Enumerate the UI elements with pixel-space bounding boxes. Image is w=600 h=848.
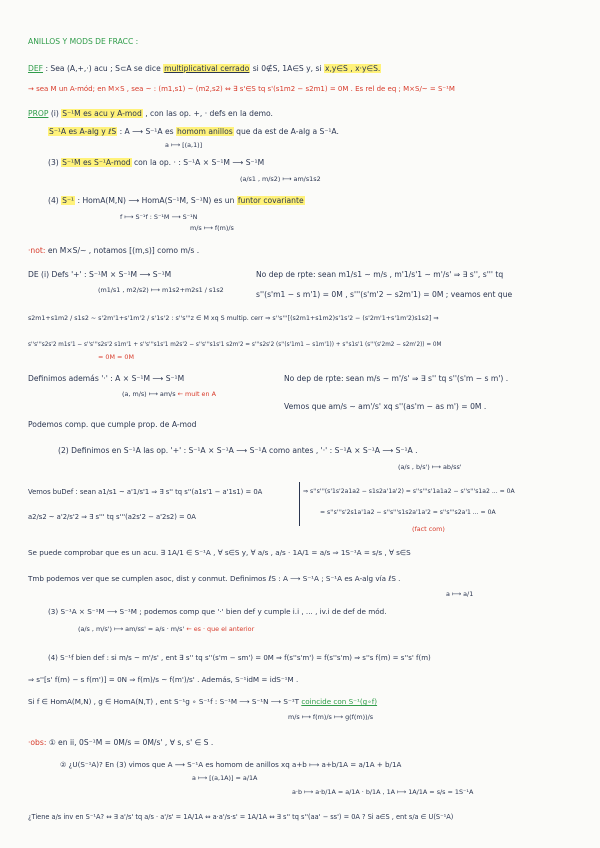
highlight-multiplicative: multiplicatival cerrado xyxy=(164,64,250,73)
proof-line-15: (4) S⁻¹f bien def : si m/s ~ m'/s' , ent ∃ s'' tq s''(s'm − sm') = 0M ⇒ f(s''s'm') = f(s''s'm) ⇒ s''s f(m) = s''s' f(m) xyxy=(48,654,431,662)
prop-iii-map: (a/s1 , m/s2) ⟼ am/s1s2 xyxy=(240,175,321,183)
obs-1: ·obs: ① en ii, 0S⁻¹M = 0M/s = 0M/s' , ∀ s, s' ∈ S . xyxy=(28,738,214,747)
proof-line-13: Tmb podemos ver que se cumplen asoc, dist y conmut. Definimos ℓS : A ⟶ S⁻¹A ; S⁻¹A es A-alg vía ℓS . xyxy=(28,574,401,583)
proof-line-13-map: a ⟼ a/1 xyxy=(446,590,474,598)
def-label: DEF xyxy=(28,64,44,73)
proof-line-4: s''s'''s2s'2 m1s'1 − s''s'''s2s'2 s1m'1 + s''s'''s1s'1 m2s'2 − s''s'''s1s'1 s2m'2 = s'''s2s'2 (s''(s'1m1 − s1m'1)) + s''s1s'1 (s'''(s'2m2 − s2m'2)) = 0M xyxy=(28,342,442,348)
proof-line-16: ⇒ s''[s' f(m) − s f(m')] = 0N ⇒ f(m)/s ~ f(m')/s' . Además, S⁻¹idM = idS⁻¹M . xyxy=(28,675,299,684)
prop-ii-map: a ⟼ [(a,1)] xyxy=(165,141,203,149)
obs-2-b: a·b ⟼ a·b/1A = a/1A · b/1A , 1A ⟼ 1A/1A = s/s = 1S⁻¹A xyxy=(292,788,474,796)
prop-i: PROP (i) S⁻¹M es acu y A-mod , con las op. +, · defs en la demo. xyxy=(28,109,273,118)
proof-line-2-right: s''(s'm1 − s m'1) = 0M , s'''(s'm'2 − s2m'1) = 0M ; veamos ent que xyxy=(256,290,513,299)
prop-iv: (4) S⁻¹ : HomA(M,N) ⟶ HomA(S⁻¹M, S⁻¹N) es un funtor covariante xyxy=(48,196,304,205)
proof-line-10-right: ⇒ s''s'''(s'1s'2a1a2 − s1s2a'1a'2) = s''s'''s'1a1a2 − s''s'''s1a2 ... = 0A xyxy=(303,488,515,495)
prop-iii: (3) S⁻¹M es S⁻¹A-mod con la op. · : S⁻¹A × S⁻¹M ⟶ S⁻¹M xyxy=(48,158,265,167)
proof-line-9-map: (a/s , b/s') ⟼ ab/ss' xyxy=(398,463,462,471)
proof-line-3: s2m1+s1m2 / s1s2 ~ s'2m'1+s'1m'2 / s'1s'2 : s''s'''z ∈ M xq S multip. cerr ⇒ s''s'''[(s2m1+s1m2)s'1s'2 − (s'2m'1+s'1m'2)s1s2] ⇒ xyxy=(28,315,439,322)
proof-line-17-map: m/s ⟼ f(m)/s ⟼ g(f(m))/s xyxy=(288,713,374,721)
definition-relation: → sea M un A-mód; en M×S , sea ~ : (m1,s1) ~ (m2,s2) ⇔ ∃ s'∈S tq s'(s1m2 − s2m1) = 0M . Es rel de eq ; M×S/~ = S⁻¹M xyxy=(28,85,455,93)
notation-line: ·not: en M×S/~ , notamos [(m,s)] como m/s . xyxy=(28,246,200,255)
proof-line-10: Vemos buDef : sean a1/s1 ~ a'1/s'1 ⇒ ∃ s'' tq s''(a1s'1 − a'1s1) = 0A xyxy=(28,488,263,496)
proof-line-6: (a, m/s) ⟼ am/s ← mult en A xyxy=(122,390,216,398)
proof-line-5-right: No dep de rpte: sean m/s ~ m'/s' ⇒ ∃ s'' tq s''(s'm − s m') . xyxy=(284,374,509,383)
proof-line-11-note: (fact com) xyxy=(412,525,445,533)
prop-label: PROP xyxy=(28,109,49,118)
proof-line-7: Vemos que am/s ~ am'/s' xq s''(as'm − as m') = 0M . xyxy=(284,402,487,411)
proof-line-8: Podemos comp. que cumple prop. de A-mod xyxy=(28,420,197,429)
proof-line-14: (3) S⁻¹A × S⁻¹M ⟶ S⁻¹M ; podemos comp que '·' bien def y cumple i.i , ... , iv.i de def de mód. xyxy=(48,607,387,616)
proof-line-4-sub: = 0M = 0M xyxy=(98,353,134,361)
proof-line-9: (2) Definimos en S⁻¹A las op. '+' : S⁻¹A × S⁻¹A ⟶ S⁻¹A como antes , '·' : S⁻¹A × S⁻¹A ⟶ S⁻¹A . xyxy=(58,446,418,455)
prop-iv-map2: m/s ⟼ f(m)/s xyxy=(190,224,234,232)
proof-line-2: (m1/s1 , m2/s2) ⟼ m1s2+m2s1 / s1s2 xyxy=(98,286,224,294)
obs-label: ·obs: xyxy=(28,738,47,747)
obs-3: ¿Tiene a/s inv en S⁻¹A? ⇔ ∃ a'/s' tq a/s · a'/s' = 1A/1A ⇔ a·a'/s·s' = 1A/1A ⇔ ∃ s'' tq s''(aa' − ss') = 0A ? Si a∈S , ent s/a ∈ U(S⁻¹A) xyxy=(28,813,454,821)
definition-line: DEF : Sea (A,+,·) acu ; S⊂A se dice multiplicatival cerrado si 0∉S, 1A∈S y, si x,y∈S , x·y∈S. xyxy=(28,64,381,73)
proof-line-17: Si f ∈ HomA(M,N) , g ∈ HomA(N,T) , ent S⁻¹g ∘ S⁻¹f : S⁻¹M ⟶ S⁻¹N ⟶ S⁻¹T coincide con S⁻¹(g∘f) xyxy=(28,697,378,706)
not-label: ·not: xyxy=(28,246,46,255)
prop-iv-map1: f ⟼ S⁻¹f : S⁻¹M ⟶ S⁻¹N xyxy=(120,213,198,221)
obs-2-map: a ⟼ [(a,1A)] = a/1A xyxy=(192,774,258,782)
proof-line-11: a2/s2 ~ a'2/s'2 ⇒ ∃ s''' tq s'''(a2s'2 − a'2s2) = 0A xyxy=(28,513,196,521)
proof-line-11-right: = s''s'''s'2s1a'1a2 − s''s'''s1s2a'1a'2 = s''s'''s2a'1 ... = 0A xyxy=(320,509,496,516)
proof-line-14-map: (a/s , m/s') ⟼ am/ss' = a/s · m/s' ← es · que el anterior xyxy=(78,625,255,633)
proof-line-5: Definimos además '·' : A × S⁻¹M ⟶ S⁻¹M xyxy=(28,374,185,383)
proof-line-12: Se puede comprobar que es un acu. ∃ 1A/1 ∈ S⁻¹A , ∀ s∈S y, ∀ a/s , a/s · 1A/1 = a/s ⇒ 1S⁻¹A = s/s , ∀ s∈S xyxy=(28,548,411,557)
prop-ii: S⁻¹A es A-alg y ℓS : A ⟶ S⁻¹A es homom anillos que da est de A-alg a S⁻¹A. xyxy=(49,127,339,136)
obs-2: ② ¿U(S⁻¹A)? En (3) vimos que A ⟶ S⁻¹A es homom de anillos xq a+b ⟼ a+b/1A = a/1A + b/1A xyxy=(60,760,402,769)
vertical-divider xyxy=(299,482,300,526)
page-title: ANILLOS Y MODS DE FRACC : xyxy=(28,37,139,46)
proof-line-1: DE (i) Defs '+' : S⁻¹M × S⁻¹M ⟶ S⁻¹M xyxy=(28,270,172,279)
proof-line-1-right: No dep de rpte: sean m1/s1 ~ m/s , m'1/s'1 ~ m'/s' ⇒ ∃ s'', s''' tq xyxy=(256,270,504,279)
